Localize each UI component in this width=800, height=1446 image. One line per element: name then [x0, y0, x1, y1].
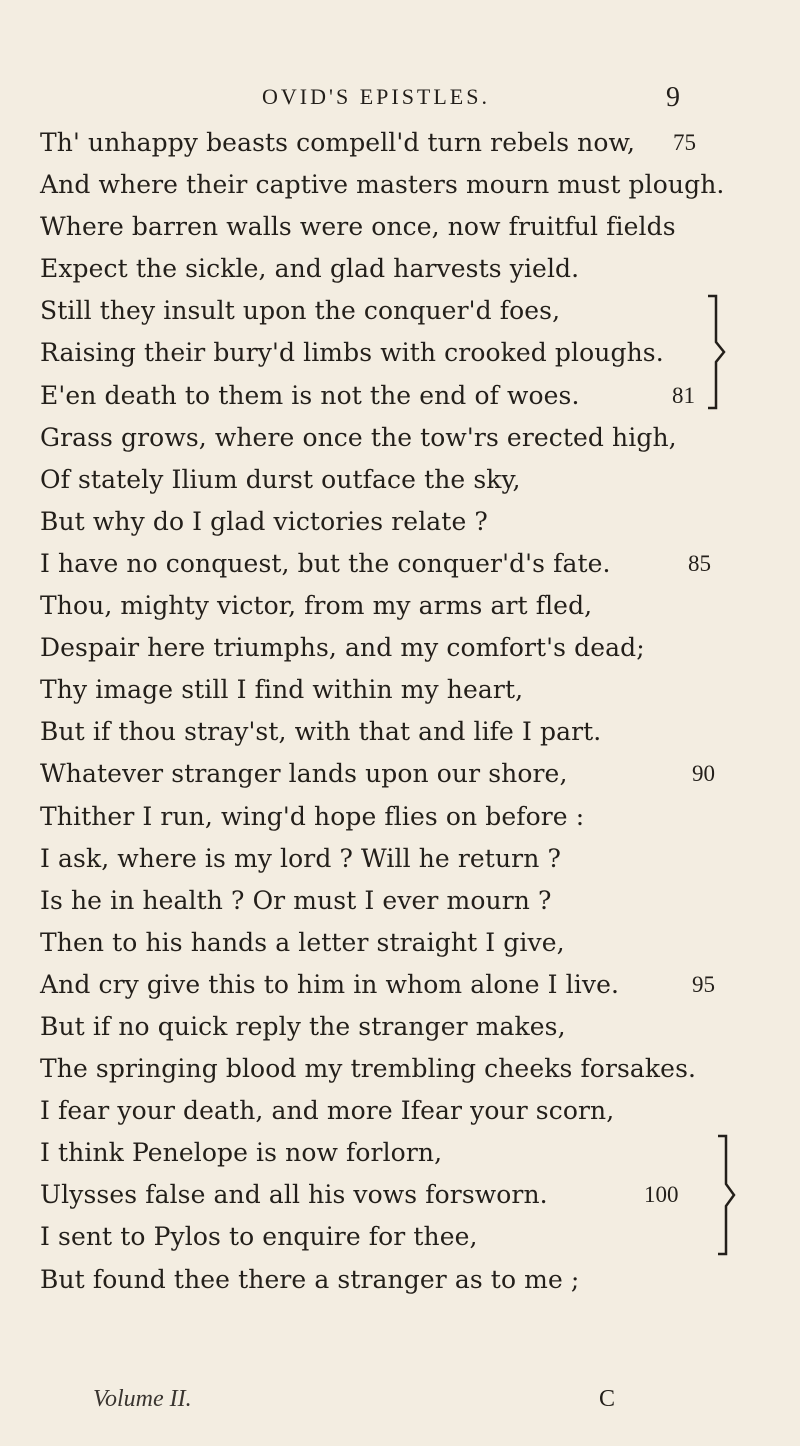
verse-line-text: I think Penelope is now forlorn,	[40, 1138, 443, 1168]
signature-line	[0, 1386, 800, 1426]
verse-line	[40, 375, 770, 417]
verse-line-text: Thou, mighty victor, from my arms art fled,	[40, 591, 593, 621]
verse-line	[40, 417, 770, 459]
verse-line-text: I fear your death, and more Ifear your scorn,	[40, 1096, 615, 1126]
verse-line	[40, 459, 770, 501]
line-number: 100	[644, 1182, 679, 1208]
line-number: 95	[692, 971, 715, 997]
running-head	[0, 84, 800, 120]
verse-line	[40, 122, 770, 164]
verse-line-text: And cry give this to him in whom alone I live.	[40, 969, 620, 999]
page-number: 9	[666, 82, 680, 113]
verse-line	[40, 964, 770, 1006]
verse-line-text: E'en death to them is not the end of woes.	[40, 380, 580, 410]
line-number: 85	[688, 550, 711, 576]
verse-line-text: Despair here triumphs, and my comfort's dead;	[40, 633, 645, 663]
verse-line-text: Ulysses false and all his vows forsworn.	[40, 1180, 548, 1210]
verse-line	[40, 290, 770, 332]
verse-line-text: Of stately Ilium durst outface the sky,	[40, 464, 521, 494]
verse-line-text: Thither I run, wing'd hope flies on before :	[40, 801, 585, 831]
verse-line	[40, 1048, 770, 1090]
verse-line-text: But why do I glad victories relate ?	[40, 506, 488, 536]
verse-line	[40, 753, 770, 795]
verse-line-text: Is he in health ? Or must I ever mourn ?	[40, 885, 552, 915]
verse-line-text: I sent to Pylos to enquire for thee,	[40, 1222, 478, 1252]
verse-block	[40, 122, 770, 1301]
verse-line	[40, 1090, 770, 1132]
verse-line	[40, 838, 770, 880]
verse-line-text: Still they insult upon the conquer'd foes,	[40, 296, 561, 326]
verse-line	[40, 206, 770, 248]
gathering-mark: C	[599, 1386, 616, 1412]
verse-line-text: Grass grows, where once the tow'rs erected high,	[40, 422, 677, 452]
line-number: 81	[672, 382, 695, 408]
verse-line	[40, 796, 770, 838]
verse-line	[40, 585, 770, 627]
verse-line-text: Raising their bury'd limbs with crooked ploughs.	[40, 338, 664, 368]
verse-line-text: But if no quick reply the stranger makes,	[40, 1011, 566, 1041]
verse-line	[40, 1132, 770, 1174]
verse-line	[40, 669, 770, 711]
verse-line	[40, 248, 770, 290]
verse-line-text: Th' unhappy beasts compell'd turn rebels now,	[40, 128, 636, 157]
verse-line	[40, 711, 770, 753]
verse-line	[40, 1006, 770, 1048]
line-number: 90	[692, 761, 715, 787]
verse-line-text: And where their captive masters mourn must plough.	[40, 170, 725, 200]
verse-line	[40, 627, 770, 669]
triplet-brace-icon	[712, 1132, 742, 1258]
verse-line	[40, 1174, 770, 1216]
line-number: 75	[673, 130, 696, 155]
verse-line-text: But found thee there a stranger as to me ;	[40, 1264, 580, 1294]
running-title: OVID'S EPISTLES.	[262, 84, 490, 109]
verse-line	[40, 164, 770, 206]
verse-line	[40, 501, 770, 543]
verse-line-text: Thy image still I find within my heart,	[40, 675, 524, 705]
verse-line-text: Then to his hands a letter straight I give,	[40, 927, 565, 957]
verse-line-text: Expect the sickle, and glad harvests yield.	[40, 254, 580, 284]
verse-line-text: Whatever stranger lands upon our shore,	[40, 759, 568, 789]
verse-line	[40, 880, 770, 922]
triplet-brace-icon	[702, 292, 732, 412]
verse-line	[40, 922, 770, 964]
verse-line-text: I ask, where is my lord ? Will he return ?	[40, 843, 561, 873]
verse-line-text: The springing blood my trembling cheeks forsakes.	[40, 1054, 697, 1084]
volume-signature: Volume II.	[93, 1386, 192, 1412]
verse-line	[40, 543, 770, 585]
verse-line	[40, 332, 770, 374]
verse-line-text: Where barren walls were once, now fruitful fields	[40, 212, 676, 242]
verse-line-text: I have no conquest, but the conquer'd's fate.	[40, 548, 611, 578]
verse-line	[40, 1216, 770, 1258]
verse-line	[40, 1259, 770, 1301]
verse-line-text: But if thou stray'st, with that and life I part.	[40, 717, 602, 747]
